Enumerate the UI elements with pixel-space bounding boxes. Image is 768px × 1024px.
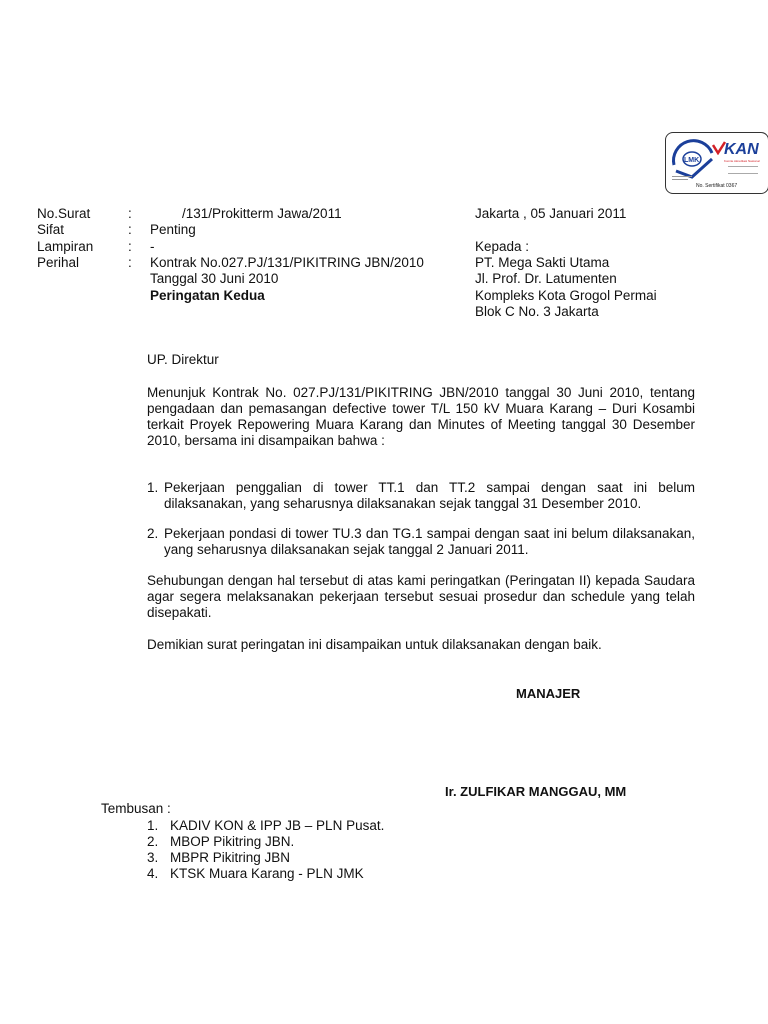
no-surat-value: /131/Prokitterm Jawa/2011 — [182, 206, 342, 221]
list-number: 1. — [147, 480, 159, 495]
signature-name: Ir. ZULFIKAR MANGGAU, MM — [445, 784, 627, 799]
colon: : — [128, 239, 132, 254]
kan-logo-text: KAN — [724, 141, 759, 158]
list-item: Pekerjaan penggalian di tower TT.1 dan TT.2 sampai dengan saat ini belum dilaksanakan, yang seharusnya dilaksanakan sejak tanggal 31 Desember 2010. — [164, 480, 695, 511]
list-item: KADIV KON & IPP JB – PLN Pusat. — [170, 818, 385, 833]
lampiran-value: - — [150, 239, 155, 254]
perihal-line-2: Tanggal 30 Juni 2010 — [150, 271, 279, 286]
kan-lines — [728, 166, 758, 174]
lampiran-label: Lampiran — [37, 239, 94, 254]
list-item: KTSK Muara Karang - PLN JMK — [170, 866, 364, 881]
perihal-label: Perihal — [37, 255, 80, 270]
colon: : — [128, 206, 132, 221]
list-number: 3. — [147, 850, 159, 865]
warning-paragraph: Sehubungan dengan hal tersebut di atas kami peringatkan (Peringatan II) kepada Saudara agar segera melaksanakan pekerjaan tersebut sesuai prosedur dan schedule yang telah disepakati. — [147, 573, 695, 620]
list-item: Pekerjaan pondasi di tower TU.3 dan TG.1 sampai dengan saat ini belum dilaksanakan, yang seharusnya dilaksanakan sejak tanggal 2 Januari 2011. — [164, 526, 695, 557]
recipient-address-1: Jl. Prof. Dr. Latumenten — [475, 271, 617, 286]
list-number: 2. — [147, 834, 159, 849]
list-item: MBOP Pikitring JBN. — [170, 834, 295, 849]
kepada-label: Kepada : — [475, 239, 530, 254]
letter-date: Jakarta , 05 Januari 2011 — [475, 206, 627, 221]
lmk-text: LMK — [684, 157, 700, 164]
no-surat-label: No.Surat — [37, 206, 91, 221]
list-number: 2. — [147, 526, 159, 541]
attention-line: UP. Direktur — [147, 352, 219, 367]
certificate-number: No. Sertifikat 0367 — [696, 183, 738, 189]
kan-subtitle: Komite Akreditasi Nasional — [724, 159, 760, 163]
recipient-company: PT. Mega Sakti Utama — [475, 255, 610, 270]
closing-paragraph: Demikian surat peringatan ini disampaikan untuk dilaksanakan dengan baik. — [147, 637, 602, 652]
list-number: 1. — [147, 818, 159, 833]
list-number: 4. — [147, 866, 159, 881]
sifat-label: Sifat — [37, 222, 65, 237]
intro-paragraph: Menunjuk Kontrak No. 027.PJ/131/PIKITRING JBN/2010 tanggal 30 Juni 2010, tentang pengadaan dan pemasangan defective tower T/L 150 kV Muara Karang – Duri Kosambi terkait Proyek Repowering Muara Karang dan Minutes of Meeting tanggal 30 Desember 2010, bersama ini disampaikan bahwa : — [147, 385, 695, 448]
certification-logo — [665, 132, 768, 194]
signature-title: MANAJER — [516, 686, 581, 701]
recipient-address-2: Kompleks Kota Grogol Permai — [475, 288, 657, 303]
sifat-value: Penting — [150, 222, 196, 237]
perihal-line-3: Peringatan Kedua — [150, 288, 265, 303]
perihal-line-1: Kontrak No.027.PJ/131/PIKITRING JBN/2010 — [150, 255, 424, 270]
tembusan-label: Tembusan : — [101, 801, 171, 816]
colon: : — [128, 255, 132, 270]
colon: : — [128, 222, 132, 237]
recipient-address-3: Blok C No. 3 Jakarta — [475, 304, 599, 319]
list-item: MBPR Pikitring JBN — [170, 850, 291, 865]
